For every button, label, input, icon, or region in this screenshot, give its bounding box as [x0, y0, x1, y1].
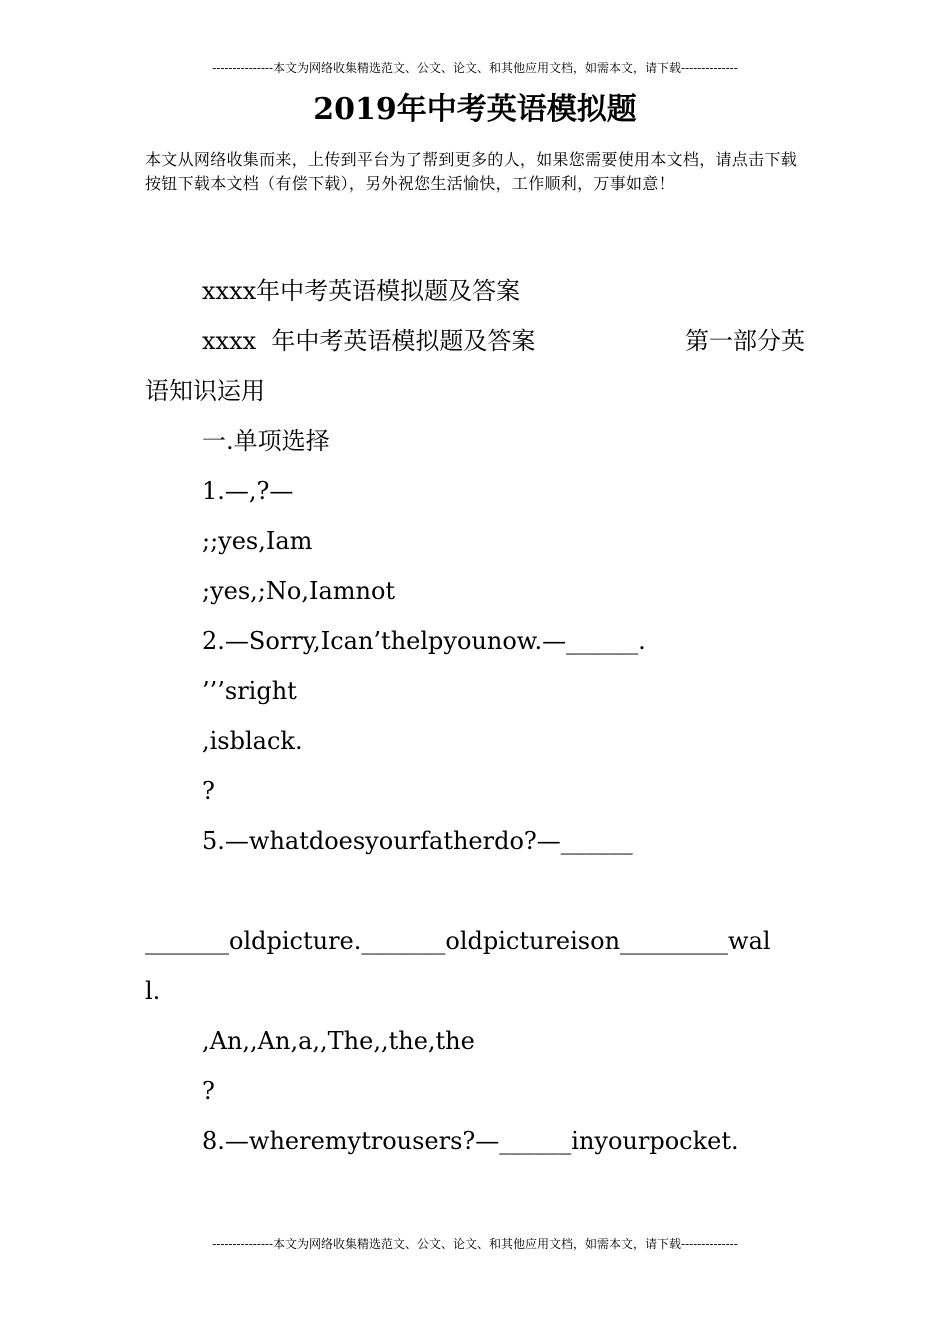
document-title: 2019年中考英语模拟题 [313, 92, 637, 127]
question-line: 2.—Sorry,Ican’thelpyounow.—______. [202, 627, 646, 655]
option-line: ’’’sright [202, 677, 297, 705]
question-line: _______oldpicture._______oldpictureison_________wal [145, 927, 771, 955]
option-line: ,An,,An,a,,The,,the,the [202, 1027, 475, 1055]
page-footer: ---------------本文为网络收集精选范文、公文、论文、和其他应用文档，如需本文，请下载-------------- [212, 1237, 738, 1251]
section-heading: 一.单项选择 [202, 427, 330, 455]
body-line: xxxx年中考英语模拟题及答案 [202, 277, 521, 305]
option-line: ? [202, 1077, 215, 1105]
intro-paragraph: 本文从网络收集而来，上传到平台为了帮到更多的人，如果您需要使用本文档，请点击下载按钮下载本文档（有偿下载），另外祝您生活愉快，工作顺利，万事如意！ [145, 150, 798, 193]
option-line: ;yes,;No,Iamnot [202, 577, 396, 605]
option-line: ;;yes,Iam [202, 527, 313, 555]
document-body [145, 266, 805, 1166]
line-text: xxxx 年中考英语模拟题及答案 [202, 327, 536, 355]
page-header: ---------------本文为网络收集精选范文、公文、论文、和其他应用文档，如需本文，请下载-------------- [212, 61, 738, 75]
question-line: l. [145, 977, 161, 1005]
question-line: 8.—wheremytrousers?—______inyourpocket. [202, 1127, 739, 1155]
option-line: ,isblack. [202, 727, 303, 755]
question-line: 1.—,?— [202, 477, 294, 505]
blank-gap [145, 866, 805, 916]
body-line [145, 316, 805, 366]
option-line: ? [202, 777, 215, 805]
body-line: 语知识运用 [145, 377, 265, 405]
question-line: 5.—whatdoesyourfatherdo?—______ [202, 827, 633, 855]
line-text: 第一部分英 [685, 327, 805, 355]
